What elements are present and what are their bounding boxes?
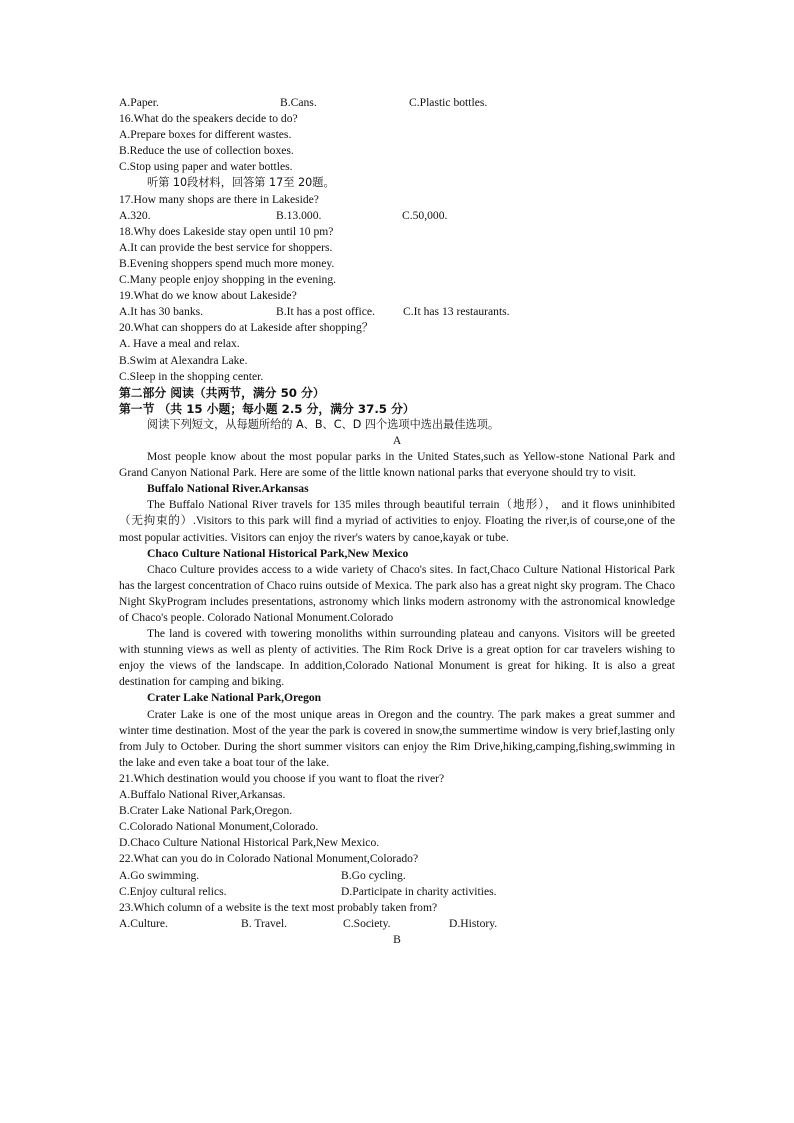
chaco-paragraph: Chaco Culture provides access to a wide variety of Chaco's sites. In fact,Chaco Culture National Historical Park has the largest concentration of Chaco ruins outside of Mexica. The park also has a great night sky program. The Chaco Night SkyProgram includes presentations, astronomy which links modern astronomy with the astronomical knowledge of Chaco's people. Colorado National Monument.Colorado <box>119 562 675 624</box>
q22-question: 22.What can you do in Colorado National Monument,Colorado? <box>119 852 419 866</box>
q18-option-c: C.Many people enjoy shopping in the evening. <box>119 273 337 287</box>
q18-question: 18.Why does Lakeside stay open until 10 pm? <box>119 224 334 238</box>
q23-options <box>119 916 675 932</box>
q18-option-a: A.It can provide the best service for shoppers. <box>119 240 333 254</box>
option-b: B. Travel. <box>241 916 288 930</box>
q16-option-b: B.Reduce the use of collection boxes. <box>119 144 294 158</box>
q15-options <box>119 95 675 111</box>
q17-options <box>119 208 675 224</box>
crater-paragraph: Crater Lake is one of the most unique areas in Oregon and the country. The park makes a great summer and winter time destination. Most of the year the park is covered in snow,the summertime window is very brief,lasting only from July to October. During the short summer visitors can enjoy the Rim Drive,hiking,camping,fishing,swimming in the lake and even take a boat tour of the lake. <box>119 707 675 769</box>
q19-question: 19.What do we know about Lakeside? <box>119 289 297 303</box>
q21-option-a: A.Buffalo National River,Arkansas. <box>119 788 286 802</box>
option-a: A.Paper. <box>119 96 159 109</box>
q19-options <box>119 304 675 320</box>
q21-question: 21.Which destination would you choose if you want to float the river? <box>119 771 445 785</box>
q20-question: 20.What can shoppers do at Lakeside after shopping？ <box>119 321 374 335</box>
q21-option-d: D.Chaco Culture National Historical Park,New Mexico. <box>119 836 380 850</box>
passage10-instruction: 听第 10段材料，回答第 17至 20题。 <box>147 176 335 190</box>
q16-option-a: A.Prepare boxes for different wastes. <box>119 128 292 142</box>
q16-question: 16.What do the speakers decide to do? <box>119 112 298 126</box>
option-d: D.Participate in charity activities. <box>341 884 497 898</box>
chaco-title: Chaco Culture National Historical Park,New Mexico <box>147 546 409 560</box>
q23-question: 23.Which column of a website is the text most probably taken from? <box>119 900 438 914</box>
q16-option-c: C.Stop using paper and water bottles. <box>119 160 293 174</box>
option-a: A.320. <box>119 208 151 222</box>
q22-options-row1 <box>119 868 675 884</box>
option-c: C.It has 13 restaurants. <box>403 305 510 319</box>
q18-option-b: B.Evening shoppers spend much more money. <box>119 256 335 270</box>
q21-option-c: C.Colorado National Monument,Colorado. <box>119 820 319 834</box>
option-a: A.Culture. <box>119 916 168 930</box>
q22-options-row2 <box>119 884 675 900</box>
option-a: A.Go swimming. <box>119 868 200 882</box>
option-d: D.History. <box>449 916 498 930</box>
option-b: B.Cans. <box>280 96 317 109</box>
q17-question: 17.How many shops are there in Lakeside? <box>119 192 319 206</box>
q20-option-b: B.Swim at Alexandra Lake. <box>119 353 248 367</box>
option-b: B.Go cycling. <box>341 868 406 882</box>
exam-page <box>119 95 675 948</box>
buffalo-title: Buffalo National River.Arkansas <box>147 482 309 496</box>
intro-paragraph: Most people know about the most popular parks in the United States,such as Yellow-stone National Park and Grand Canyon National Park. Here are some of the little known national parks that everyone should try to visit. <box>119 450 675 480</box>
option-c: C.50,000. <box>402 208 448 222</box>
passage-b-label: B <box>393 932 401 946</box>
q20-option-a: A. Have a meal and relax. <box>119 337 240 351</box>
option-b: B.It has a post office. <box>276 305 375 319</box>
buffalo-paragraph: The Buffalo National River travels for 135 miles through beautiful terrain（地形）， and it flows uninhibited （无拘束的）.Visitors to this park will find a myriad of activities to enjoy. Floating the river,is of course,one of the most popular activities. Visitors can enjoy the river's waters by canoe,kayak or tube. <box>119 498 675 544</box>
option-c: C.Society. <box>343 916 391 930</box>
option-c: C.Plastic bottles. <box>409 96 488 109</box>
passage-a-label: A <box>392 433 402 447</box>
option-b: B.13.000. <box>276 208 322 222</box>
section1-heading: 第一节 （共 15 小题；每小题 2.5 分，满分 37.5 分） <box>119 401 415 416</box>
reading-instruction: 阅读下列短文，从每题所给的 A、B、C、D 四个选项中选出最佳选项。 <box>147 417 500 431</box>
q21-option-b: B.Crater Lake National Park,Oregon. <box>119 804 293 818</box>
option-c: C.Enjoy cultural relics. <box>119 884 227 898</box>
option-a: A.It has 30 banks. <box>119 305 204 319</box>
part2-heading: 第二部分 阅读（共两节，满分 50 分） <box>119 385 325 400</box>
colorado-paragraph: The land is covered with towering monoliths within surrounding plateau and canyons. Visitors will be greeted with stunning views as well as plenty of activities. The Rim Rock Drive is a great option for car travelers wishing to enjoy the views of the landscape. In addition,Colorado National Monument is great for hiking. It is also a great destination for camping and biking. <box>119 627 675 689</box>
crater-title: Crater Lake National Park,Oregon <box>147 691 322 705</box>
q20-option-c: C.Sleep in the shopping center. <box>119 369 264 383</box>
